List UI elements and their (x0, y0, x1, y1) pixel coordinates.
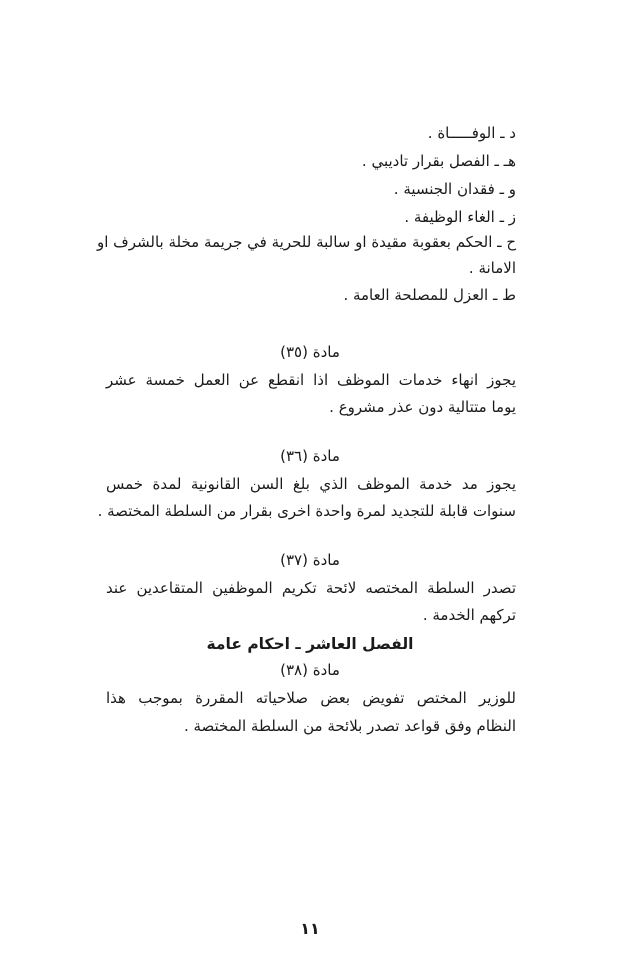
article-37-line-2: تركهم الخدمة . (422, 606, 516, 624)
list-item-ha2-continuation: الامانة . (468, 259, 516, 277)
list-item-ha2: ح ـ الحكم بعقوبة مقيدة او سالبة للحرية في جريمة مخلة بالشرف او (97, 233, 516, 251)
article-38-line-2: النظام وفق قواعد تصدر بلائحة من السلطة المختصة . (183, 717, 516, 735)
article-36-line-2: سنوات قابلة للتجديد لمرة واحدة اخرى بقرار من السلطة المختصة . (97, 502, 516, 520)
article-38-title: مادة (٣٨) (280, 661, 340, 679)
article-35-line-1: يجوز انهاء خدمات الموظف اذا انقطع عن العمل خمسة عشر (106, 371, 516, 389)
page-number: ١١ (300, 919, 320, 938)
article-37-title: مادة (٣٧) (280, 551, 340, 569)
list-item-dal: د ـ الوفـــــاة . (427, 124, 516, 142)
article-38-line-1: للوزير المختص تفويض بعض صلاحياته المقررة بموجب هذا (106, 689, 516, 707)
chapter-heading: الفصل العاشر ـ احكام عامة (206, 635, 414, 653)
article-35-title: مادة (٣٥) (280, 343, 340, 361)
list-item-zay: ز ـ الغاء الوظيفة . (404, 208, 516, 226)
list-item-ta: ط ـ العزل للمصلحة العامة . (343, 286, 516, 304)
article-36-title: مادة (٣٦) (280, 447, 340, 465)
article-36-line-1: يجوز مد خدمة الموظف الذي بلغ السن القانونية لمدة خمس (106, 475, 516, 493)
article-37-line-1: تصدر السلطة المختصه لائحة تكريم الموظفين المتقاعدين عند (106, 579, 516, 597)
article-35-line-2: يوما متتالية دون عذر مشروع . (329, 398, 516, 416)
list-item-ha: هـ ـ الفصل بقرار تاديبي . (361, 152, 516, 170)
list-item-waw: و ـ فقدان الجنسية . (393, 180, 516, 198)
